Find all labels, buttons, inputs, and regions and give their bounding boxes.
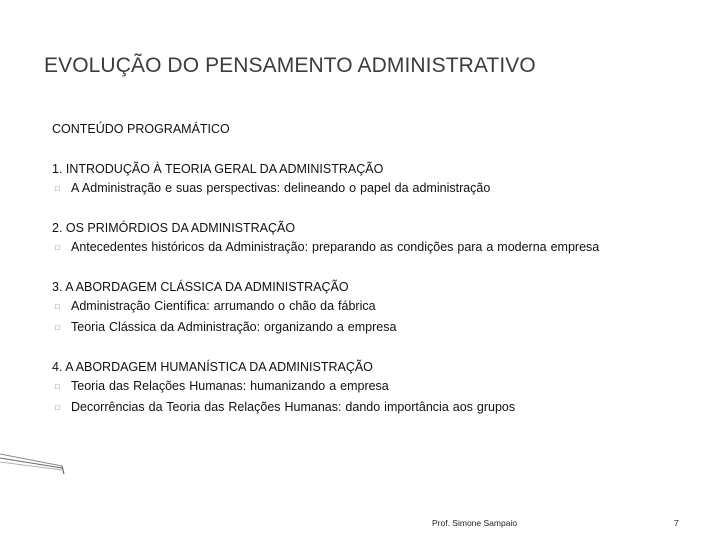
section-1: [52, 162, 684, 199]
section-4: [52, 360, 684, 418]
bullet-list: [52, 376, 684, 418]
page-number: 7: [674, 518, 679, 528]
program-subtitle: CONTEÚDO PROGRAMÁTICO: [52, 122, 230, 136]
section-heading: 2. OS PRIMÓRDIOS DA ADMINISTRAÇÃO: [52, 221, 296, 235]
section-heading: 3. A ABORDAGEM CLÁSSICA DA ADMINISTRAÇÃO: [52, 280, 349, 294]
footer-author: Prof. Simone Sampaio: [432, 518, 518, 528]
list-item: [52, 237, 684, 258]
bullet-text: Decorrências da Teoria das Relações Humanas: dando importância aos grupos: [71, 400, 516, 414]
section-2: [52, 221, 684, 258]
square-bullet-icon: □: [55, 323, 60, 332]
square-bullet-icon: □: [55, 403, 60, 412]
slide-title: EVOLUÇÃO DO PENSAMENTO ADMINISTRATIVO: [44, 54, 536, 77]
bullet-text: Antecedentes históricos da Administração: preparando as condições para a moderna empresa: [71, 240, 600, 254]
bullet-list: [52, 237, 684, 258]
section-3: [52, 280, 684, 338]
list-item: [52, 296, 684, 317]
bullet-list: [52, 296, 684, 338]
section-heading: 1. INTRODUÇÃO À TEORIA GERAL DA ADMINISTRAÇÃO: [52, 162, 384, 176]
bullet-text: Teoria das Relações Humanas: humanizando a empresa: [71, 379, 389, 393]
list-item: [52, 178, 684, 199]
square-bullet-icon: □: [55, 382, 60, 391]
list-item: [52, 317, 684, 338]
square-bullet-icon: □: [55, 184, 60, 193]
bullet-list: [52, 178, 684, 199]
bullet-text: A Administração e suas perspectivas: delineando o papel da administração: [71, 181, 491, 195]
list-item: [52, 397, 684, 418]
list-item: [52, 376, 684, 397]
section-heading: 4. A ABORDAGEM HUMANÍSTICA DA ADMINISTRAÇÃO: [52, 360, 373, 374]
square-bullet-icon: □: [55, 302, 60, 311]
square-bullet-icon: □: [55, 243, 60, 252]
slide-content: [52, 122, 684, 418]
corner-decoration: [0, 452, 90, 492]
bullet-text: Teoria Clássica da Administração: organizando a empresa: [71, 320, 397, 334]
bullet-text: Administração Científica: arrumando o chão da fábrica: [71, 299, 376, 313]
